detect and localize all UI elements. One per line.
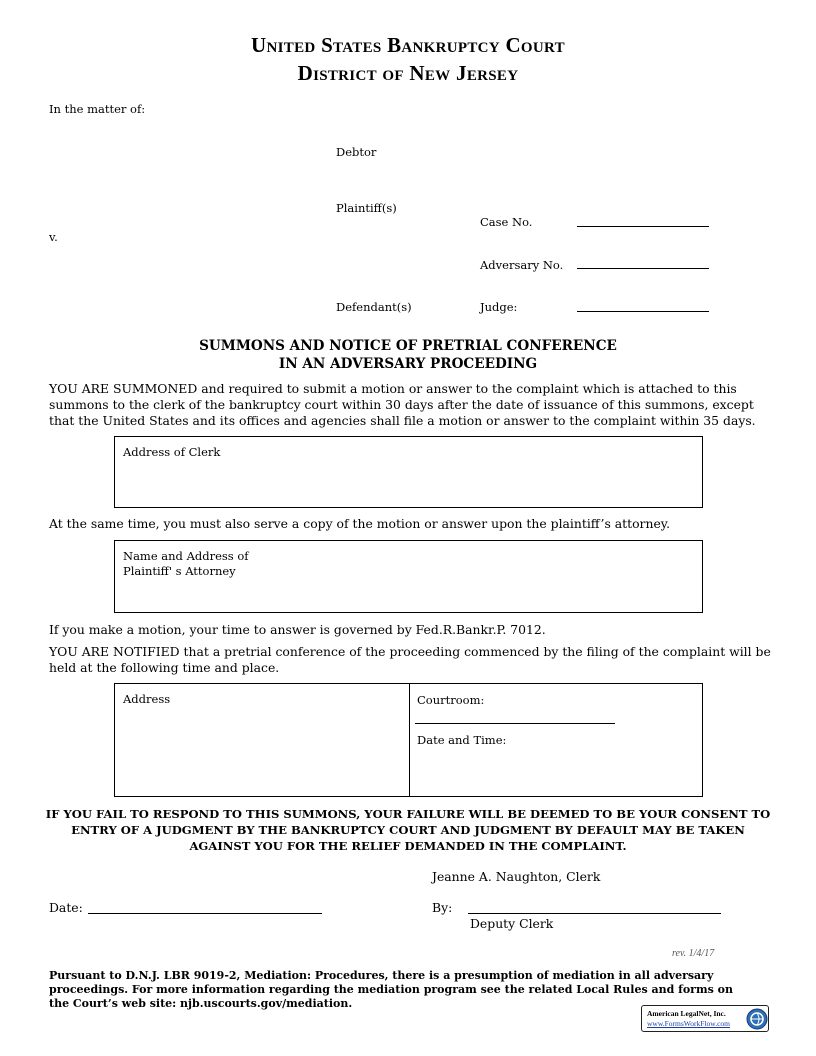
debtor-label: Debtor [336, 145, 377, 159]
deputy-clerk-label: Deputy Clerk [470, 916, 554, 931]
judge-label: Judge: [480, 300, 518, 314]
clerk-name: Jeanne A. Naughton, Clerk [432, 869, 601, 884]
in-matter-of-label: In the matter of: [49, 102, 146, 116]
case-no-label: Case No. [480, 215, 533, 229]
case-no-field[interactable] [577, 226, 709, 227]
attorney-label: Name and Address of Plaintiff' s Attorney [123, 549, 249, 578]
date-field[interactable] [88, 913, 322, 914]
summons-paragraph: YOU ARE SUMMONED and required to submit a motion or answer to the complaint which is attached to this summons to the clerk of the bankruptcy court within 30 days after the date of issuance of this summons, except that the United States and its offices and agencies shall file a motion or answer to the complaint within 35 days. [49, 381, 756, 428]
clerk-address-label: Address of Clerk [123, 445, 221, 459]
adversary-no-label: Adversary No. [480, 258, 564, 272]
logo-url[interactable]: www.FormsWorkFlow.com [647, 1019, 731, 1028]
plaintiff-label: Plaintiff(s) [336, 201, 397, 215]
conference-box [114, 683, 703, 797]
mediation-note: Pursuant to D.N.J. LBR 9019-2, Mediation: Procedures, there is a presumption of mediation in all adversary proceedings. For more information regarding the mediation program see the related Local Rules and forms on the Court’s web site: njb.uscourts.gov/mediation. [49, 969, 733, 1010]
revision-date: rev. 1/4/17 [672, 948, 715, 959]
versus-label: v. [49, 230, 58, 244]
signature-field[interactable] [468, 913, 721, 914]
logo-company: American LegalNet, Inc. [647, 1009, 726, 1018]
defendant-label: Defendant(s) [336, 300, 412, 314]
serve-attorney-paragraph: At the same time, you must also serve a copy of the motion or answer upon the plaintiff’s attorney. [49, 516, 671, 531]
summons-heading-line1: SUMMONS AND NOTICE OF PRETRIAL CONFERENCE [199, 338, 617, 354]
default-warning: IF YOU FAIL TO RESPOND TO THIS SUMMONS, YOUR FAILURE WILL BE DEEMED TO BE YOUR CONSENT TO ENTRY OF A JUDGMENT BY THE BANKRUPTCY COURT AND JUDGMENT BY DEFAULT MAY BE TAKEN AGAINST YOU FOR THE RELIEF DEMANDED IN THE COMPLAINT. [45, 807, 771, 853]
adversary-no-field[interactable] [577, 268, 709, 269]
date-label: Date: [49, 900, 83, 915]
clerk-address-box[interactable] [114, 436, 703, 508]
by-label: By: [432, 900, 453, 915]
court-district: District of New Jersey [297, 61, 519, 85]
conference-address-label: Address [123, 692, 171, 706]
judge-field[interactable] [577, 311, 709, 312]
date-time-label: Date and Time: [417, 733, 507, 747]
courtroom-label: Courtroom: [417, 693, 485, 707]
summons-heading-line2: IN AN ADVERSARY PROCEEDING [278, 356, 538, 372]
motion-paragraph: If you make a motion, your time to answer is governed by Fed.R.Bankr.P. 7012. [49, 622, 546, 637]
attorney-box[interactable] [114, 540, 703, 613]
conference-box-divider [409, 684, 410, 796]
court-title: United States Bankruptcy Court [251, 33, 565, 57]
notified-paragraph: YOU ARE NOTIFIED that a pretrial conference of the proceeding commenced by the filing of the complaint will be held at the following time and place. [49, 644, 771, 675]
globe-icon [746, 1008, 768, 1030]
publisher-logo[interactable] [641, 1005, 769, 1032]
courtroom-field[interactable] [415, 723, 615, 724]
